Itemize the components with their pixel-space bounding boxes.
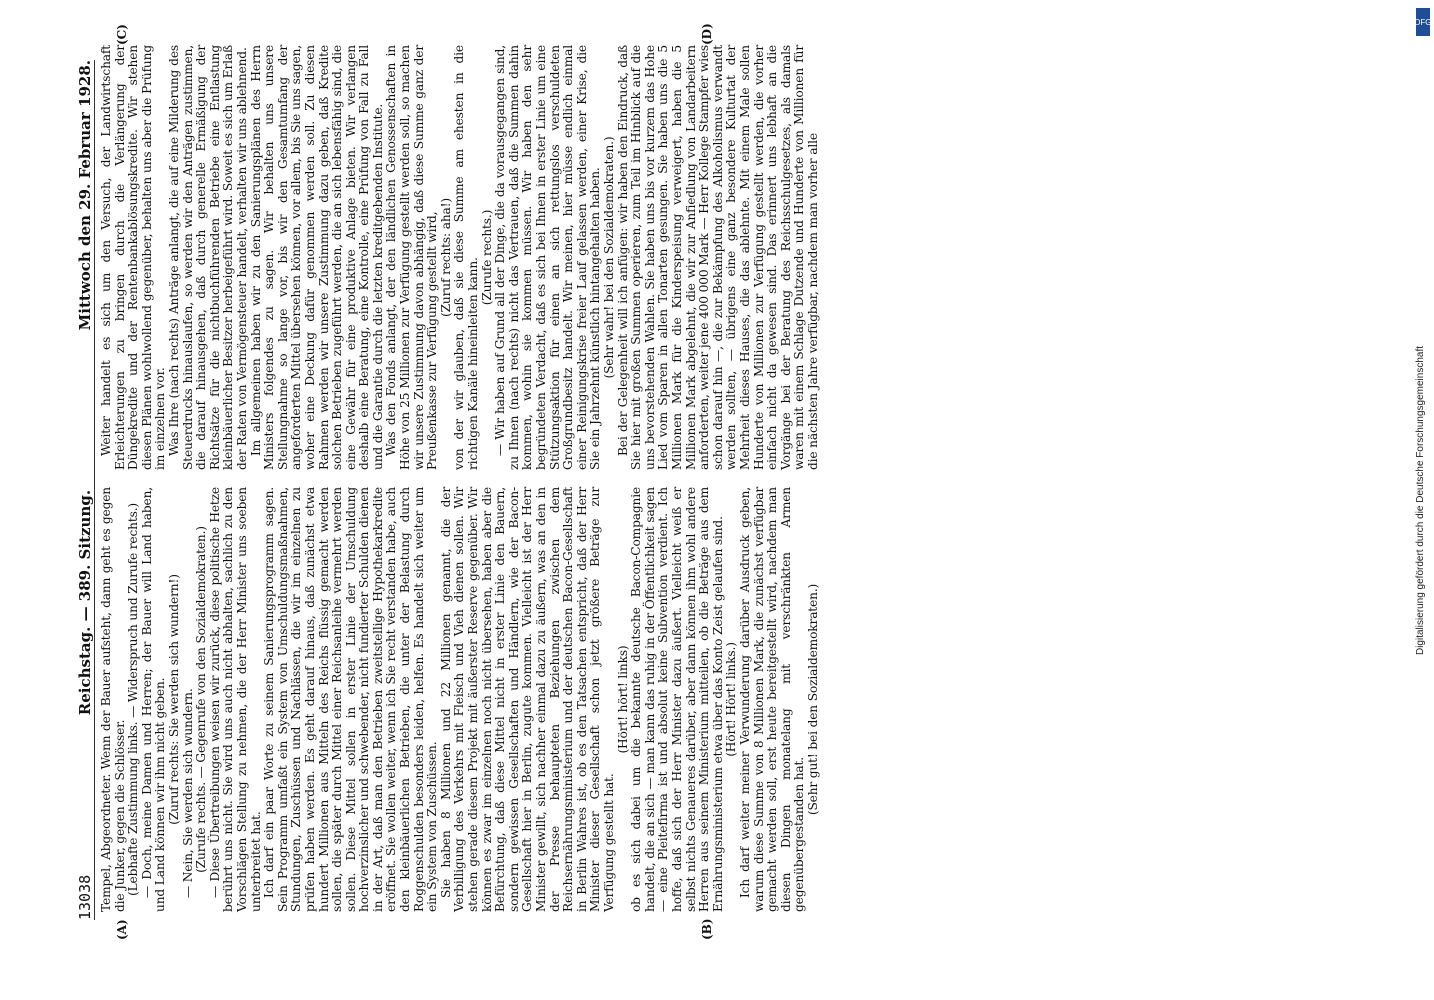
paragraph: Sie haben 8 Millionen und 22 Millionen genannt, die der Verbilligung des Verkehrs mit Fleisch und Vieh dienen sollen. Wir stehen gerade diesem Projekt mit äußerster Reserve gegenüber. Wir können es zwar im einzelnen noch nicht übersehen, haben aber die Befürchtung, daß diese Mittel nicht in erster Linie den Bauern, sondern gewissen Gesellschaften und Händlern, wie der Bacon-Gesellschaft hier in Berlin, zugute kommen. Vielleicht ist der Herr Minister gewillt, sich nachher einmal dazu zu äußern, was an den in der Presse behaupteten Beziehungen zwischen dem Reichsernährungsministerium und der deutschen Bacon-Gesellschaft in Berlin Wahres ist, ob es den Tatsachen entspricht, daß der Herr Minister dieser Gesellschaft schon jetzt größere Beträge zur Verfügung gestellt hat. — [438, 487, 616, 912]
text-column-right — [100, 45, 820, 470]
margin-mark-d: (D) — [700, 23, 714, 45]
interjection: (Sehr gut! bei den Sozialdemokraten.) — [805, 583, 820, 816]
paragraph: — Doch, meine Damen und Herren; der Bauer will Land haben, und Land können wir ihm nicht geben. — [139, 487, 168, 912]
digitization-note — [1412, 10, 1430, 990]
paragraph: Was den Fonds anlangt, der den ländlichen Genossenschaften in Höhe von 25 Millionen zur Verfügung gestellt werden soll, so machen wir unsere Zustimmung davon abhängig, daß diese Summe ganz der Preußenkasse zur Verfügung gestellt wird, — [384, 45, 440, 470]
paragraph: von der wir glauben, daß sie diese Summe am ehesten in die richtigen Kanäle hineinleiten kann. — [452, 45, 481, 470]
interjection: (Zurufe rechts.) — [479, 209, 494, 306]
page-number: 13038 — [76, 874, 94, 920]
margin-mark-c: (C) — [115, 24, 129, 45]
header-session: Reichstag. — 389. Sitzung. — [76, 489, 94, 716]
paragraph: Tempel, Abgeordneter. Wenn der Bauer aufsteht, dann geht es gegen die Junker, gegen die Schlösser. — [99, 487, 127, 912]
digitization-note-text: Digitalisierung gefördert durch die Deutsche Forschungsgemeinschaft — [1415, 345, 1427, 655]
paragraph: Ich darf weiter meiner Verwunderung darüber Ausdruck geben, warum diese Summe von 8 Millionen Mark, die zunächst verfügbar gemacht werden soll, erst heute bereitgestellt wird, nachdem man diesen Dingen monatelang mit verschränkten Armen gegenübergestanden hat. — [737, 487, 807, 912]
interjection: (Sehr wahr! bei den Sozialdemokraten.) — [601, 136, 616, 379]
interjection: (Zuruf rechts: Sie werden sich wundern!) — [166, 574, 181, 825]
paragraph: Bei der Gelegenheit will ich anfügen: wir haben den Eindruck, daß Sie hier mit großen Summen operieren, zum Teil im Hinblick auf die uns bevorstehenden Wahlen. Sie haben uns bis vor kurzem das Hohe Lied vom Sparen in allen Tonarten gesungen. Sie haben uns die 5 Millionen Mark für die Kinderspeisung verweigert, haben die 5 Millionen Mark abgelehnt, die wir zur Anfiedlung von Landarbeitern anforderten, weiter jene 400 000 Mark — Herr Kollege Stampfer wies schon darauf hin —, die zur Bekämpfung des Alkoholismus verwandt werden sollten, — übrigens eine ganz besondere Kulturtat der Mehrheit dieses Hauses, die das ablehnte. Mit einem Male sollen Hunderte von Millionen zur Verfügung gestellt werden, die vorher einfach nicht da gewesen sind. Das erinnert uns lebhaft an die Vorgänge bei der Beratung des Reichsschulgesetzes, als damals waren mit einem Schlage Dutzende und Hunderte von Millionen für die nächsten Jahre verfügbar, nachdem man vorher alle — [615, 45, 820, 470]
interjection: (Zurufe rechts. — Gegenrufe von den Sozialdemokraten.) — [194, 526, 209, 873]
interjection: (Hört! hört! links) — [615, 645, 630, 754]
interjection: (Hört! Hört! links.) — [724, 642, 739, 757]
text-column-left — [100, 487, 820, 912]
paragraph: ob es sich dabei um die bekannte deutsche Bacon-Compagnie handelt, die an sich — man kann das ruhig in der Öffentlichkeit sagen — eine Pleitefirma ist und absolut keine Subvention verdient. Ich hoffe, daß sich der Herr Minister dazu äußert. Vielleicht weiß er selbst nichts Genaueres darüber, aber dann können ihm wohl andere Herren aus seinem Ministerium mitteilen, ob die Beträge aus dem Ernährungsministerium etwa über das Konto Zeist gelaufen sind. — [629, 487, 725, 912]
interjection: (Zuruf rechts: aha!) — [438, 198, 453, 318]
paragraph: Im allgemeinen haben wir zu den Sanierungsplänen des Herrn Ministers folgendes zu sagen. Wir behalten uns unsere Stellungnahme so lange vor, bis wir den Gesamtumfang der angeforderten Mittel übersehen können, vor allem, bis Sie uns sagen, woher eine Deckung dafür genommen werden soll. Zu diesen Rahmen werden wir unsere Zustimmung dazu geben, daß Kredite solchen Betrieben zugeführt werden, die an sich lebensfähig sind, die eine Gewähr für eine produktive Anlage bieten. Wir verlangen deshalb eine Beratung, eine Kontrolle, eine Prüfung von Fall zu Fall und die Garantie durch die letzten kreditgebenden Institute. — [248, 45, 385, 470]
margin-mark-b: (B) — [700, 918, 714, 940]
paragraph: Weiter handelt es sich um den Versuch, der Landwirtschaft Erleichterungen zu bringen durch die Verlängerung der Düngekredite und der Rentenbankablösungskredite. Wir stehen diesen Plänen wohlwollend gegenüber, behalten uns aber die Prüfung im einzelnen vor. — [99, 45, 168, 470]
paragraph: Ich darf ein paar Worte zu seinem Sanierungsprogramm sagen. Sein Programm umfaßt ein System von Umschuldungsmaßnahmen, Stundungen, Zuschüssen und Nachlässen, die wir im einzelnen zu prüfen haben werden. Es geht darauf hinaus, daß zunächst etwa hundert Millionen aus Mitteln des Reichs flüssig gemacht werden sollen, die später durch Mittel einer Reichsanleihe vermehrt werden sollen. Diese Mittel sollen in erster Linie der Umschuldung hochverzinslicher und schwebender, nicht fundierter Schulden dienen in der Art, daß man den Betrieben zweitstellige Hypothekarkredite eröffnet. Sie wollen weiter, wenn ich Sie recht verstanden habe, auch den kleinbäuerlichen Betrieben, die unter der Belastung durch Roggenschulden besonders leiden, helfen. Es handelt sich weiter um ein System von Zuschüssen. — [262, 487, 440, 912]
paragraph: — Nein, Sie werden sich wundern. — [180, 688, 195, 898]
paragraph: — Diese Übertreibungen weisen wir zurück, diese politische Hetze berührt uns nicht. Sie wird uns auch nicht abhalten, sachlich zu den Vorschlägen Stellung zu nehmen, die der Herr Minister uns soeben unterbreitet hat. — [207, 487, 263, 912]
page-header — [70, 60, 95, 920]
header-date: Mittwoch den 29. Februar 1928. — [76, 60, 94, 331]
paragraph: Was Ihre (nach rechts) Anträge anlangt, die auf eine Milderung des Steuerdrucks hinauslaufen, so werden wir den Anträgen zustimmen, die darauf hinausgehen, daß durch generelle Ermäßigung der Richtsätze für die nichtbuchführenden Betriebe eine Entlastung kleinbäuerlicher Besitzer herbeigeführt wird. Soweit es sich um Erlaß der Raten von Vermögensteuer handelt, verhalten wir uns ablehnend. — [166, 45, 249, 470]
margin-mark-a: (A) — [115, 919, 129, 940]
dfg-logo-text: DFG — [1414, 17, 1432, 27]
paragraph: — Wir haben auf Grund all der Dinge, die da vorausgegangen sind, zu Ihnen (nach rechts) nicht das Vertrauen, daß die Summen dahin kommen, wohin sie kommen müssen. Wir haben den sehr begründeten Verdacht, daß es sich bei Ihnen in erster Linie um eine Stützungsaktion für einen an sich rettungslos verschuldeten Großgrundbesitz handelt. Wir meinen, hier müsse endlich einmal einer Reinigungskrise freier Lauf gelassen werden, einer Krise, die Sie ein Jahrzehnt künstlich hintangehalten haben. — [493, 45, 603, 470]
interjection: (Lebhafte Zustimmung links. — Widerspruch und Zurufe rechts.) — [126, 502, 141, 897]
